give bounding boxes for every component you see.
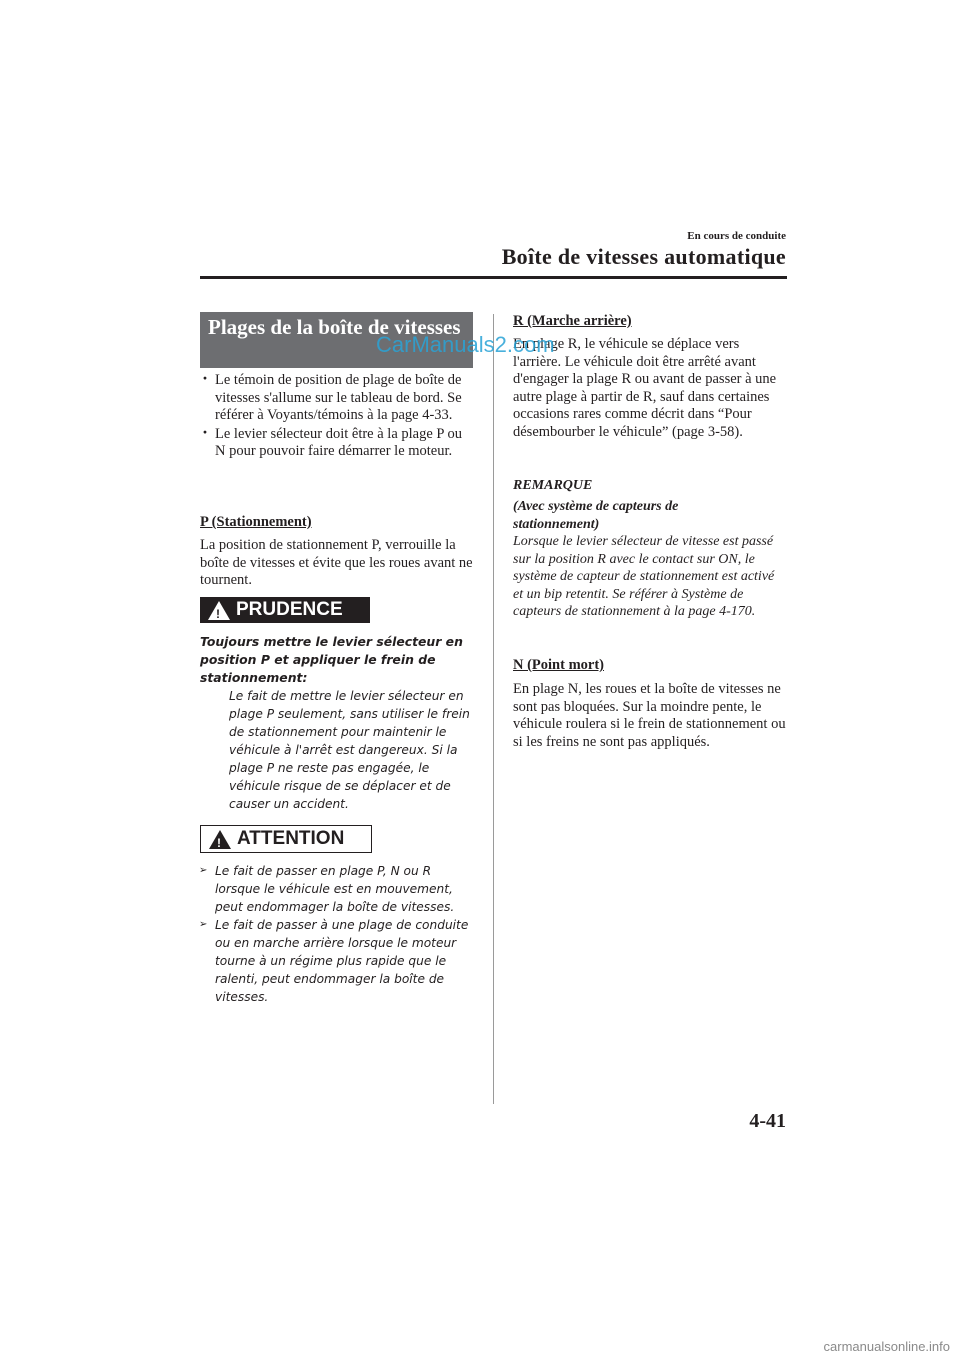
note-title: (Avec système de capteurs de stationnement) bbox=[513, 499, 679, 532]
topic-heading: Plages de la boîte de vitesses bbox=[200, 312, 473, 368]
column-divider bbox=[493, 314, 494, 1104]
park-subheading: P (Stationnement) bbox=[200, 514, 312, 530]
footer-watermark: carmanualsonline.info bbox=[823, 1339, 950, 1354]
watermark-text: CarManuals2.com bbox=[376, 332, 555, 357]
neutral-subheading: N (Point mort) bbox=[513, 657, 605, 673]
intro-bullets bbox=[200, 372, 472, 462]
prudence-lead: Toujours mettre le levier sélecteur en position P et appliquer le frein de stationnement: bbox=[200, 634, 463, 685]
reverse-paragraph: En plage R, le véhicule se déplace vers l'arrière. Le véhicule doit être arrêté avant d'engager la plage R ou avant de passer à une autre plage à partir de R, sauf dans certaines occasions rares comme décrit dans “Pour désembourber le véhicule” (page 3-58). bbox=[513, 336, 777, 440]
warning-triangle-icon: ! bbox=[208, 601, 230, 620]
header-rule bbox=[200, 276, 787, 279]
prudence-badge bbox=[200, 597, 370, 623]
park-paragraph: La position de stationnement P, verrouille la boîte de vitesses et évite que les roues avant ne tournent. bbox=[200, 537, 473, 588]
attention-item: ➢ Le fait de passer à une plage de conduite ou en marche arrière lorsque le moteur tourne à un régime plus rapide que le ralenti, peut endommager la boîte de vitesses. bbox=[199, 916, 477, 1006]
prudence-text: Le fait de mettre le levier sélecteur en plage P seulement, sans utiliser le frein de stationnement pour maintenir le véhicule à l'arrêt est dangereux. Si la plage P ne reste pas engagée, le véhicule risque de se déplacer et de causer un accident. bbox=[229, 689, 470, 811]
page-number: 4-41 bbox=[749, 1110, 786, 1132]
warning-triangle-icon: ! bbox=[209, 830, 231, 849]
attention-list bbox=[199, 862, 477, 1006]
note-text: Lorsque le levier sélecteur de vitesse est passé sur la position R avec le contact sur ON, le système de capteur de stationnement est activé et un bip retentit. Se référer à Système de capteurs de stationnement à la page 4-170. bbox=[513, 534, 775, 619]
section-title: Boîte de vitesses automatique bbox=[501, 244, 786, 269]
bullet-item: · Le levier sélecteur doit être à la plage P ou N pour pouvoir faire démarrer le moteur. bbox=[200, 426, 472, 461]
chapter-label: En cours de conduite bbox=[687, 230, 786, 242]
attention-label: ATTENTION bbox=[237, 828, 345, 849]
prudence-label: PRUDENCE bbox=[236, 599, 343, 620]
reverse-subheading: R (Marche arrière) bbox=[513, 313, 632, 329]
bullet-item: · Le témoin de position de plage de boîte de vitesses s'allume sur le tableau de bord. Se référer à Voyants/témoins à la page 4-33. bbox=[200, 372, 472, 425]
neutral-paragraph: En plage N, les roues et la boîte de vitesses ne sont pas bloquées. Sur la moindre pente, le véhicule roulera si le frein de stationnement ou si les freins ne sont pas appliqués. bbox=[513, 681, 786, 750]
note-label: REMARQUE bbox=[513, 478, 593, 493]
attention-item: ➢ Le fait de passer en plage P, N ou R lorsque le véhicule est en mouvement, peut endommager la boîte de vitesses. bbox=[199, 862, 477, 916]
attention-badge bbox=[200, 825, 372, 853]
